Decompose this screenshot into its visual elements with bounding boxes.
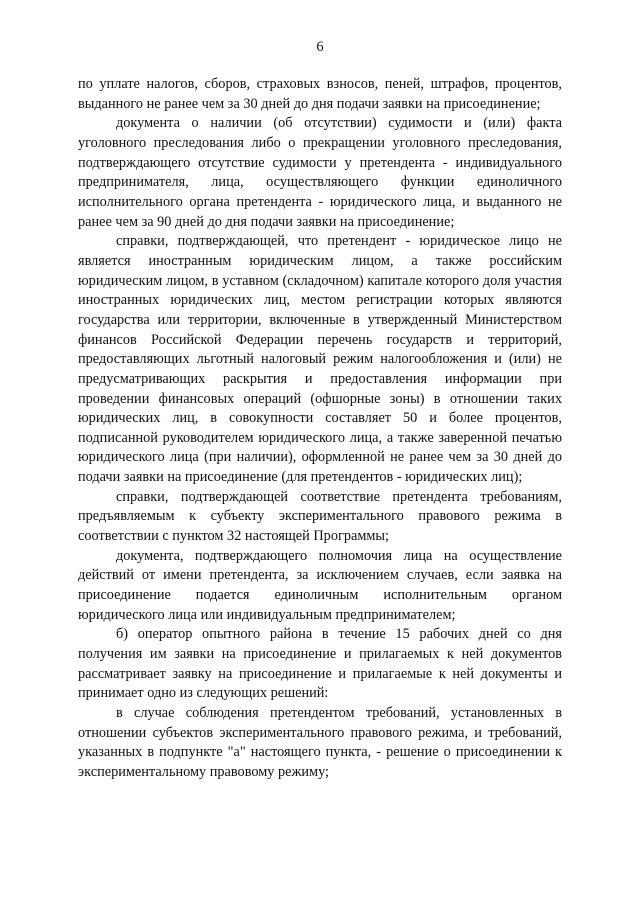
paragraph-criminal-record-document: документа о наличии (об отсутствии) судимости и (или) факта уголовного преследования либо о прекращении уголовного преследования, подтверждающего отсутствие судимости у претендента - индивидуального предпринимателя, лица, осуществляющего функции единоличного исполнительного органа претендента - юридического лица, и выданного не ранее чем за 90 дней до дня подачи заявки на присоединение; bbox=[78, 115, 562, 230]
paragraph-operator-review: б) оператор опытного района в течение 15 рабочих дней со дня получения им заявки на присоединение и прилагаемых к ней документов рассматривает заявку на присоединение и прилагаемые к ней документы и принимает одно из следующих решений: bbox=[78, 626, 562, 702]
paragraph-accession-decision: в случае соблюдения претендентом требований, установленных в отношении субъектов экспериментального правового режима, и требований, указанных в подпункте "а" настоящего пункта, - решение о присоединении к экспериментальному правовому режиму; bbox=[78, 705, 562, 780]
page-number: 6 bbox=[316, 39, 324, 55]
paragraph-continuation: по уплате налогов, сборов, страховых взносов, пеней, штрафов, процентов, выданного не ранее чем за 30 дней до дня подачи заявки на присоединение; bbox=[78, 76, 562, 112]
paragraph-foreign-entity-certificate: справки, подтверждающей, что претендент - юридическое лицо не является иностранным юридическим лицом, а также российским юридическим лицом, в уставном (складочном) капитале которого доля участия иностранных юридических лиц, местом регистрации которых являются государства или территории, включенные в утвержденный Министерством финансов Российской Федерации перечень государств и территорий, предоставляющих льготный налоговый режим налогообложения и (или) не предусматривающих раскрытия и предоставления информации при проведении финансовых операций (офшорные зоны) в отношении таких юридических лиц, в совокупности составляет 50 и более процентов, подписанной руководителем юридического лица, а также заверенной печатью юридического лица (при наличии), оформленной не ранее чем за 30 дней до подачи заявки на присоединение (для претендентов - юридических лиц); bbox=[78, 233, 562, 486]
paragraph-authority-document: документа, подтверждающего полномочия лица на осуществление действий от имени претендента, за исключением случаев, если заявка на присоединение подается единоличным исполнительным органом юридического лица или индивидуальным предпринимателем; bbox=[78, 547, 562, 623]
document-body bbox=[78, 75, 562, 783]
paragraph-compliance-certificate: справки, подтверждающей соответствие претендента требованиям, предъявляемым к субъекту экспериментального правового режима в соответствии с пунктом 32 настоящей Программы; bbox=[78, 488, 562, 545]
